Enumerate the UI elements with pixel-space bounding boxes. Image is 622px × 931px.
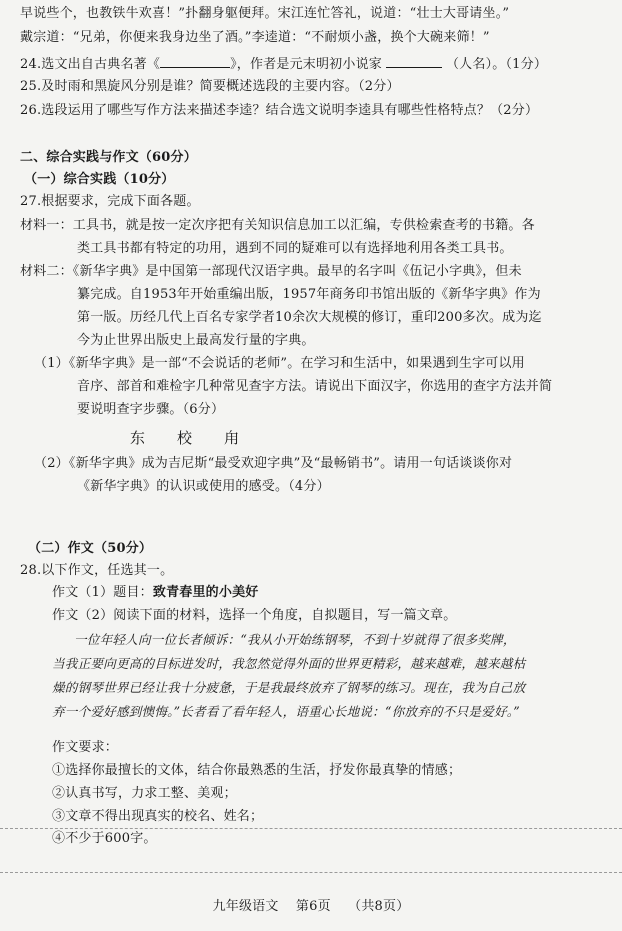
lookup-char-2: 校 [177,429,195,447]
essay-1-title: 致青春里的小美好 [152,585,259,600]
subquestion-1-line-3: 要说明查字步骤。（6分） [77,402,225,417]
story-line-2: 戴宗道：“兄弟，你便来我身边坐了酒。”李逵道：“不耐烦小盏，换个大碗来筛！” [20,30,490,45]
essay-material-line-2: 当我正要向更高的目标进发时，我忽然觉得外面的世界更精彩，越来越难，越来越枯 [52,656,526,671]
footer-page: 第6页 [295,899,331,914]
footer-subject: 九年级语文 [212,899,279,914]
question-27: 27.根据要求，完成下面各题。 [20,194,200,209]
story-line-1: 早说些个，也教铁牛欢喜！”扑翻身躯便拜。宋江连忙答礼，说道：“壮士大哥请坐。” [20,6,510,21]
subquestion-2-line-1: （2）《新华字典》成为吉尼斯“最受欢迎字典”及“最畅销书”。请用一句话谈谈你对 [34,456,513,471]
q24-prefix: 24.选文出自古典名著《 [20,57,161,72]
material-2-line-4: 今为止世界出版史上最高发行量的字典。 [77,333,315,348]
lookup-char-1: 东 [130,429,148,447]
lookup-char-3: 甪 [224,429,242,447]
essay-requirement-3: ③文章不得出现真实的校名、姓名； [52,809,264,824]
material-2-line-1: 材料二：《新华字典》是中国第一部现代汉语字典。最早的名字叫《伍记小字典》，但未 [20,264,522,279]
essay-requirement-4: ④不少于600字。 [52,831,157,846]
material-1-line-2: 类工具书都有特定的功用，遇到不同的疑难可以有选择地利用各类工具书。 [77,241,513,256]
essay-option-2: 作文（2）阅读下面的材料，选择一个角度，自拟题目，写一篇文章。 [52,608,457,623]
footer-total: （共8页） [348,899,410,914]
essay-1-prefix: 作文（1）题目： [52,585,153,600]
subquestion-1-line-1: （1）《新华字典》是一部“不会说话的老师”。在学习和生活中，如果遇到生字可以用 [34,356,525,371]
material-1-line-1: 材料一：工具书，就是按一定次序把有关知识信息加工以汇编，专供检索查考的书籍。各 [20,218,535,233]
essay-requirements-title: 作文要求： [52,740,119,755]
question-26: 26.选段运用了哪些写作方法来描述李逵？结合选文说明李逵具有哪些性格特点？（2分） [20,103,539,118]
q24-blank-author [386,56,442,68]
question-24 [20,56,547,73]
section-2-title: 二、综合实践与作文（60分） [20,150,197,165]
q24-suffix: （人名）。（1分） [445,57,548,72]
essay-requirement-2: ②认真书写，力求工整、美观； [52,786,237,801]
page-footer [0,899,622,915]
essay-option-1 [52,585,258,601]
subquestion-1-line-2: 音序、部首和难检字几种常见查字方法。请说出下面汉字，你选用的查字方法并简 [77,379,553,394]
question-25: 25.及时雨和黑旋风分别是谁？简要概述选段的主要内容。（2分） [20,79,400,94]
essay-material-line-1: 一位年轻人向一位长者倾诉：“我从小开始练钢琴，不到十岁就得了很多奖牌， [74,632,516,647]
essay-material-line-3: 燥的钢琴世界已经让我十分疲惫，于是我最终放弃了钢琴的练习。现在，我为自己放 [52,680,526,695]
question-28: 28.以下作文，任选其一。 [20,563,174,578]
fold-line-lower [0,872,622,873]
q24-blank-book [160,56,230,68]
q24-mid: 》，作者是元末明初小说家 [230,57,382,72]
subquestion-2-line-2: 《新华字典》的认识或使用的感受。（4分） [77,479,330,494]
part-1-title: （一）综合实践（10分） [24,172,175,187]
essay-requirement-1: ①选择你最擅长的文体，结合你最熟悉的生活，抒发你最真挚的情感； [52,763,462,778]
essay-material-line-4: 弃一个爱好感到懊悔。”长者看了看年轻人，语重心长地说：“你放弃的不只是爱好。” [52,704,520,719]
fold-line-upper [0,828,622,829]
material-2-line-3: 第一版。历经几代上百名专家学者10余次大规模的修订，重印200多次。成为迄 [77,310,542,325]
material-2-line-2: 纂完成。自1953年开始重编出版，1957年商务印书馆出版的《新华字典》作为 [77,287,541,302]
part-2-title: （二）作文（50分） [28,541,153,556]
lookup-characters [130,430,271,446]
